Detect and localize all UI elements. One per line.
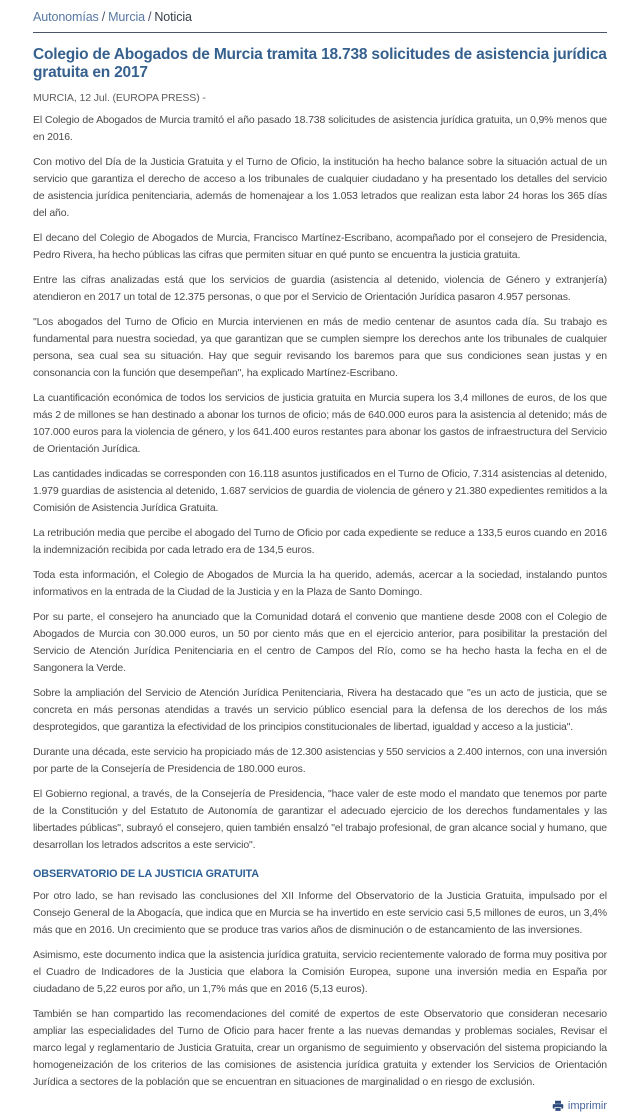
page-title: Colegio de Abogados de Murcia tramita 18.738 solicitudes de asistencia jurídica gratuita en 2017 bbox=[33, 46, 607, 81]
print-button[interactable] bbox=[552, 1100, 607, 1112]
breadcrumb bbox=[33, 0, 607, 33]
breadcrumb-current-noticia: Noticia bbox=[154, 10, 192, 24]
article-paragraph: El decano del Colegio de Abogados de Murcia, Francisco Martínez-Escribano, acompañado por el consejero de Presidencia, Pedro Rivera, ha hecho públicas las cifras que permiten situar en qué punto se encuentra la justicia gratuita. bbox=[33, 232, 607, 261]
article-paragraph: También se han compartido las recomendaciones del comité de expertos de este Observatorio que consideran necesario ampliar las especialidades del Turno de Oficio para hacer frente a las nuevas demandas y problemas sociales, Revisar el marco legal y reglamentario de Justicia Gratuita, crear un organismo de seguimiento y observación del sistema propiciando la homogeneización de los criterios de las comisiones de asistencia jurídica gratuita y extender los Servicios de Orientación Jurídica a sectores de la población que se encuentran en situaciones de marginalidad o en riesgo de exclusión. bbox=[33, 1008, 607, 1088]
article-body bbox=[33, 112, 607, 1091]
breadcrumb-link-autonomias[interactable]: Autonomías bbox=[33, 10, 99, 24]
article-paragraph: Durante una década, este servicio ha propiciado más de 12.300 asistencias y 550 servicios a 2.400 internos, con una inversión por parte de la Consejería de Presidencia de 180.000 euros. bbox=[33, 746, 607, 775]
article-paragraph: La retribución media que percibe el abogado del Turno de Oficio por cada expediente se reduce a 133,5 euros cuando en 2016 la indemnización recibida por cada letrado era de 134,5 euros. bbox=[33, 527, 607, 556]
breadcrumb-link-murcia[interactable]: Murcia bbox=[108, 10, 145, 24]
article-footer bbox=[33, 1099, 607, 1117]
article-paragraph: La cuantificación económica de todos los servicios de justicia gratuita en Murcia supera los 3,4 millones de euros, de los que más 2 de millones se han destinado a abonar los turnos de oficio; más de 640.000 euros para la asistencia al detenido; más de 107.000 euros para la violencia de género, y los 641.400 euros restantes para abonar los gastos de infraestructura del Servicio de Orientación Jurídica. bbox=[33, 392, 607, 455]
article-paragraph: Por su parte, el consejero ha anunciado que la Comunidad dotará el convenio que mantiene desde 2008 con el Colegio de Abogados de Murcia con 30.000 euros, un 50 por ciento más que en el ejercicio anterior, para posibilitar la prestación del Servicio de Atención Jurídica Penitenciaria en el centro de Campos del Río, como se ha hecho hasta la fecha en el de Sangonera la Verde. bbox=[33, 611, 607, 674]
article-paragraph: Toda esta información, el Colegio de Abogados de Murcia la ha querido, además, acercar a la sociedad, instalando puntos informativos en la entrada de la Ciudad de la Justicia y en la Plaza de Santo Domingo. bbox=[33, 569, 607, 598]
breadcrumb-separator: / bbox=[148, 10, 152, 24]
article-paragraph: Por otro lado, se han revisado las conclusiones del XII Informe del Observatorio de la Justicia Gratuita, impulsado por el Consejo General de la Abogacía, que indica que en Murcia se ha invertido en este servicio casi 5,5 millones de euros, un 3,4% más que en 2016. Un crecimiento que se produce tras varios años de disminución o de estancamiento de las inversiones. bbox=[33, 890, 607, 936]
article-paragraph: El Colegio de Abogados de Murcia tramitó el año pasado 18.738 solicitudes de asistencia jurídica gratuita, un 0,9% menos que en 2016. bbox=[33, 114, 607, 143]
article-paragraph: Entre las cifras analizadas está que los servicios de guardia (asistencia al detenido, violencia de Género y extranjería) atendieron en 2017 un total de 12.375 personas, o que por el Servicio de Orientación Jurídica pasaron 4.957 personas. bbox=[33, 274, 607, 303]
article-paragraph: Asimismo, este documento indica que la asistencia jurídica gratuita, servicio recientemente valorado de forma muy positiva por el Cuadro de Indicadores de la Justicia que elabora la Comisión Europea, supone una inversión media en España por ciudadano de 5,22 euros por año, un 1,7% más que en 2016 (5,13 euros). bbox=[33, 949, 607, 995]
printer-icon bbox=[552, 1100, 564, 1112]
article-paragraph: Las cantidades indicadas se corresponden con 16.118 asuntos justificados en el Turno de Oficio, 7.314 asistencias al detenido, 1.979 guardias de asistencia al detenido, 1.687 servicios de guardia de violencia de género y 21.380 expedientes remitidos a la Comisión de Asistencia Jurídica Gratuita. bbox=[33, 468, 608, 514]
article-paragraph: Sobre la ampliación del Servicio de Atención Jurídica Penitenciaria, Rivera ha destacado que "es un acto de justicia, que se concreta en más personas atendidas a través un servicio público esencial para la defensa de los derechos de los más desprotegidos, que garantiza la efectividad de los principios constitucionales de libertad, igualdad y acceso a la justicia". bbox=[33, 687, 607, 733]
article-paragraph: Con motivo del Día de la Justicia Gratuita y el Turno de Oficio, la institución ha hecho balance sobre la situación actual de un servicio que garantiza el derecho de acceso a los tribunales de cualquier ciudadano y ha presentado los detalles del servicio de asistencia jurídica penitenciaria, además de homenajear a los 1.053 letrados que realizan esta labor 24 horas los 365 días del año. bbox=[33, 156, 607, 219]
article-paragraph: "Los abogados del Turno de Oficio en Murcia intervienen en más de medio centenar de asuntos cada día. Su trabajo es fundamental para nuestra sociedad, ya que garantizan que se cumplen siempre los derechos ante los tribunales de cualquier persona, sea cual sea su situación. Hay que seguir revisando los baremos para que sus condiciones sean justas y en consonancia con la función que desempeñan", ha explicado Martínez-Escribano. bbox=[33, 316, 607, 379]
article-byline: MURCIA, 12 Jul. (EUROPA PRESS) - bbox=[33, 92, 206, 104]
article-paragraph: El Gobierno regional, a través, de la Consejería de Presidencia, "hace valer de este modo el mandato que tenemos por parte de la Constitución y del Estatuto de Autonomía de garantizar el adecuado ejercicio de los derechos fundamentales y las libertades públicas", subrayó el consejero, quien también ensalzó "el trabajo profesional, de gran alcance social y humano, que desarrollan los letrados adscritos a este servicio". bbox=[33, 788, 607, 851]
section-heading-observatorio: OBSERVATORIO DE LA JUSTICIA GRATUITA bbox=[33, 868, 259, 880]
print-label: imprimir bbox=[567, 1100, 607, 1112]
breadcrumb-separator: / bbox=[101, 10, 106, 24]
